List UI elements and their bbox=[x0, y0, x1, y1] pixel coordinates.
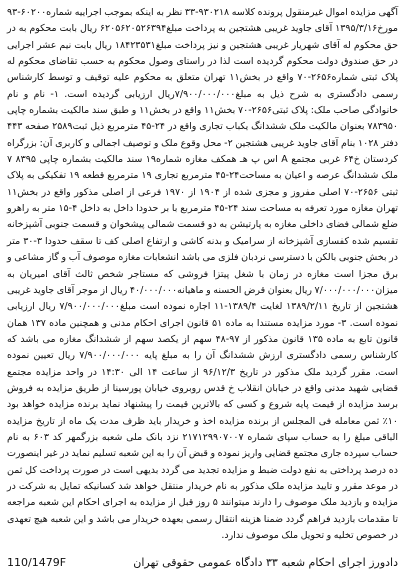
footer-code: 110/1479F bbox=[7, 556, 67, 569]
notice-footer bbox=[7, 554, 398, 572]
notice-body: آگهی مزایده اموال غیرمنقول پرونده کلاسه ۹۳۰۲۱۸-۳۳ نظر به اینکه بموجب اجراییه شماره۶۰۲۰۰-۹۳ مورخ۱۳۹۵/۳/۱۶ آقای جاوید غریبی هشتجین به پرداخت مبلغ۶۲۰۵۶۲۰۵۲۶۳۹۴ ریال بابت محکوم به در حق محکوم له آقای شهریار غریبی هشتجین و نیز پرداخت مبلغ۱۸۴۲۳۵۳۱ ریال بابت نیم عشر اجرایی در حق صندوق دولت محکوم گردیده است لذا در راستای وصول محکوم به حسب تقاضای محکوم له پلاک ثبتی شماره۲۶۵۶-۷۰ واقع در بخش۱۱ تهران متعلق به محکوم علیه توقیف و توسط کارشناس رسمی دادگستری به شرح ذیل به مبلغ۷/۹۰۰/۰۰۰/۰۰۰ریال ارزیابی گردیده است. ۱- نام و نام خانوادگی صاحب ملک: پلاک ثبتی۲۶۵۶-۷۰ بخش۱۱ واقع در بخش۱۱ و طبق سند مالکیت بشماره چاپی ۷۸۳۹۵۰ بعنوان مالکیت ملک ششدانگ یکباب تجاری واقع در ۲۴-۴۵ مترمربع ذیل ثبت۲۵۸۹ صفحه ۴۴۳ دفتر ۱۰۲۸ بنام آقای جاوید غریبی هشتجین ۲- محل وقوع ملک و توصیف اجمالی و کاربری آن: بزرگراه کردستان خ۶۴ غربی مجتمع A اس پ هـ همکف مغازه شماره۱۹ سند مالکیت بشماره چاپی ۸۳۹۵ ۷ ملک ششدانگ عرصه و اعیان به مساحت۲۴-۴۵ مترمربع تجاری ۱۹ مترمربع قطعه ۱۹ تفکیکی به پلاک ثبتی ۲۶۵۶-۷۰ اصلی مفروز و مجزی شده از ۱۹۰۴ از ۱۹۷۰ فرعی از اصلی مذکور واقع در بخش۱۱ تهران مغازه مورد تعرفه به مساحت سند ۲۴-۴۵ مترمربع با بر حدودا داخل به داخل ۴-۱۵ متر به راهرو ضلع شمالی فضای داخلی مغازه به پارتیشن به دو قسمت شمالی پیشخوان و قسمت جنوبی آشپزخانه تقسیم شده کفسازی آشپزخانه از سرامیک و بدنه کاشی و ارتفاع اصلی کف تا سقف حدودا ۳-۳۰ متر در بخش جنوبی بالکن با دسترسی نردبان فلزی می باشد انشعابات مغازه موصوف آب و گاز مشاعی و برق مجزا است مغازه در زمان با شغل پیتزا فروشی که مستاجر شخص ثالث آقای امیریان به میزان۷/۰۰۰/۰۰۰/۰۰۰ ریال بعنوان قرض الحسنه و ماهیانه۴۰/۰۰۰/۰۰۰ ریال از موجر آقای جاوید غریبی هشتجین از تاریخ ۱۳۸۹/۲/۱۱ لغایت ۱۳۸۹/۴-۱۱ اجاره نموده است مبلغ۷/۹۰۰/۰۰۰/۰۰۰ ریال ارزیابی نموده است. ۳- مورد مزایده مستندا به ماده ۵۱ قانون اجرای احکام مدنی و همچنین ماده ۱۳۷ همان قانون تابع به ماده ۱۳۵ قانون مذکور از ۹۷-۴۸ سهم از یکصد سهم از ششدانگ مغازه می باشد که کارشناس رسمی دادگستری ارزش ششدانگ آن را به مبلغ پایه ۷/۹۰۰/۰۰۰/۰۰۰ ریال تعیین نموده است. مقرر گردید ملک مذکور در تاریخ ۹۶/۱۲/۳ از ساعت ۱۴ الی ۱۴:۳۰ در واحد مزایده مجتمع قضایی شهید مدنی واقع در خیابان انقلاب خ قدس روبروی خیابان پورسینا از طریق مزایده به فروش برسد مزایده از قیمت پایه شروع و کسی که بالاترین قیمت را پیشنهاد نماید برنده مزایده خواهد بود ۱۰٪ ثمن معامله فی المجلس از برنده مزایده اخذ و خریدار باید ظرف مدت یک ماه از تاریخ مزایده الباقی مبلغ را به حساب سپای شماره ۲۱۷۱۲۹۹۰۷۰۰۷ نزد بانک ملی شعبه بزرگمهر کد ۶۰۳ به نام حساب سپرده جاری مجتمع قضایی واریز نموده و قبض آن را به این شعبه تسلیم نماید در غیر اینصورت ده درصد پرداختی به نفع دولت ضبط و مزایده تجدید می گردد بدیهی است در صورت پرداخت کل ثمن در موعد مقرر و تایید مزایده ملک مذکور به نام خریدار منتقل خواهد شد کسانیکه تمایل به شرکت در مزایده و بازدید ملک موصوف را دارند میتوانند ۵ روز قبل از مزایده به اجرای احکام این شعبه مراجعه تا مقدمات بازدید فراهم گردد ضمنا هزینه انتقال رسمی بعهده خریدار می باشد و این شعبه هیچ تعهدی در خصوص تخلیه و تحویل ملک موصوف ندارد. bbox=[7, 7, 399, 541]
footer-signature: دادورز اجرای احکام شعبه ۳۳ دادگاه عمومی حقوقی تهران bbox=[133, 556, 398, 569]
